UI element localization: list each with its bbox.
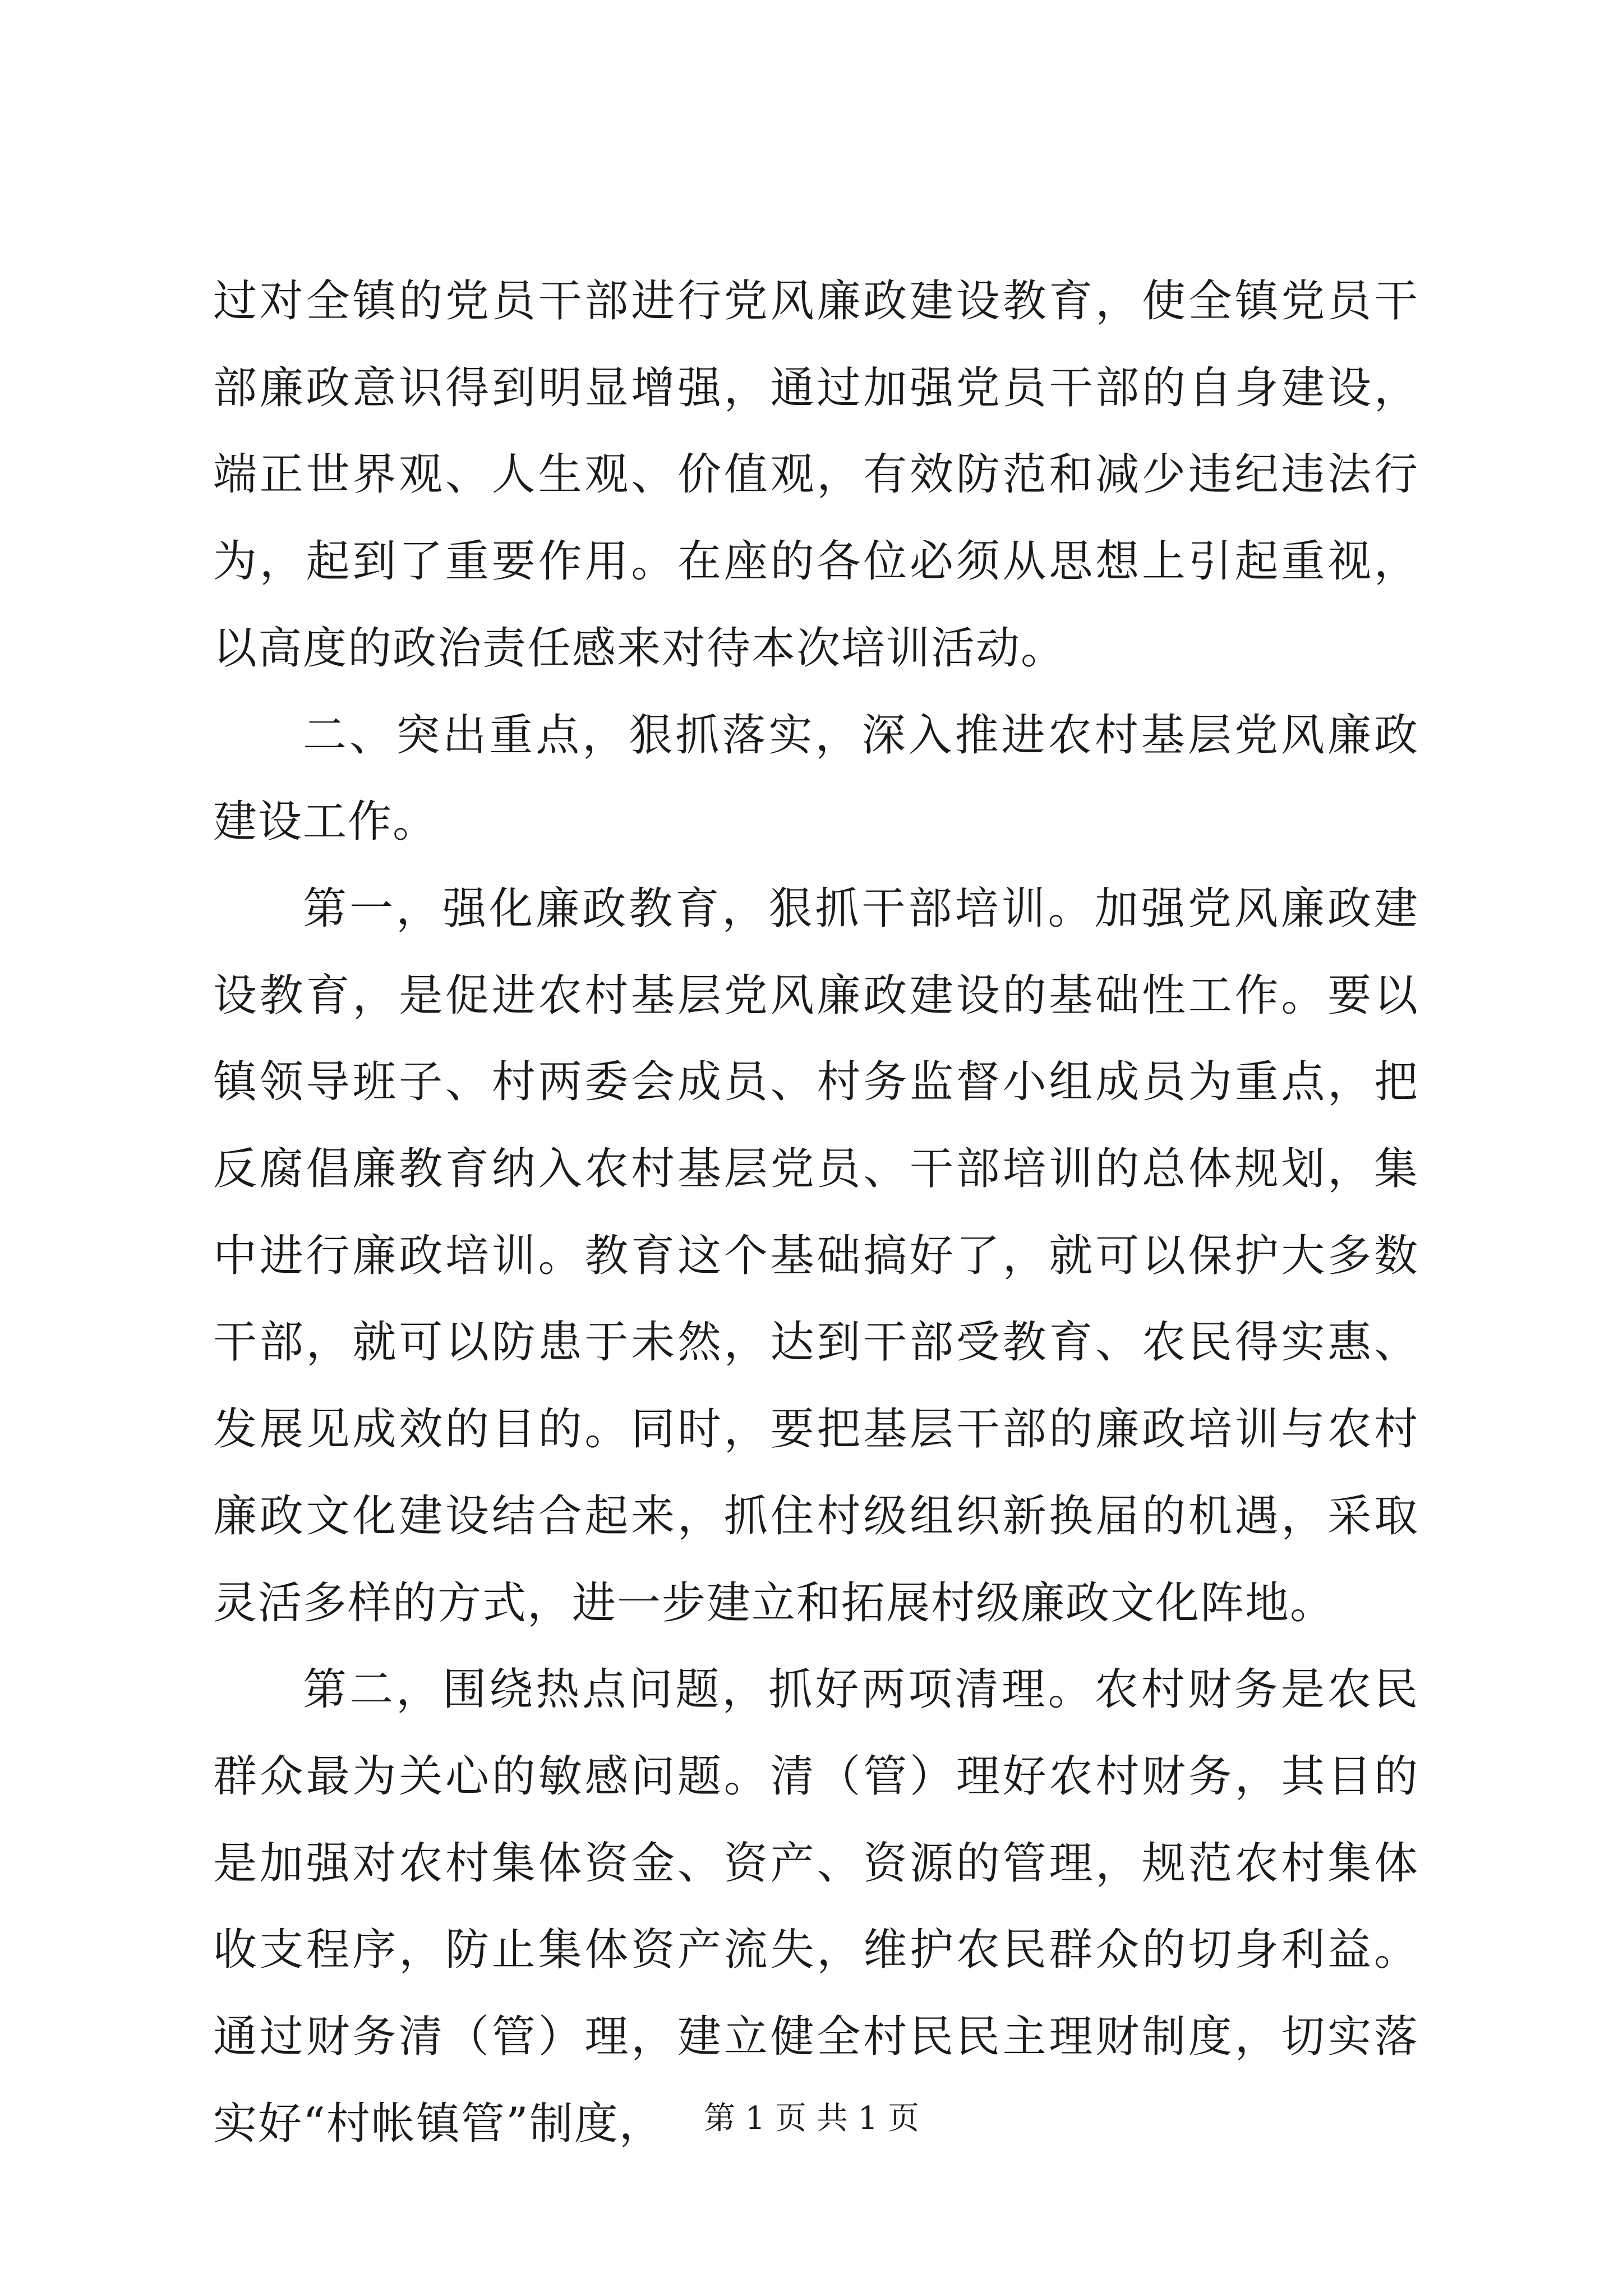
page-number-footer: 第 1 页 共 1 页: [703, 2100, 920, 2137]
paragraph-continuation: 过对全镇的党员干部进行党风廉政建设教育，使全镇党员干部廉政意识得到明显增强，通过加强党员干部的自身建设，端正世界观、人生观、价值观，有效防范和减少违纪违法行为，起到了重要作用。在座的各位必须从思想上引起重视，以高度的政治责任感来对待本次培训活动。: [213, 276, 1419, 674]
section-heading-two: 二、突出重点，狠抓落实，深入推进农村基层党风廉政建设工作。: [213, 710, 1419, 848]
body-text: [213, 258, 1419, 2167]
paragraph-point-two: 第二，围绕热点问题，抓好两项清理。农村财务是农民群众最为关心的敏感问题。清（管）理好农村财务，其目的是加强对农村集体资金、资产、资源的管理，规范农村集体收支程序，防止集体资产流失，维护农民群众的切身利益。通过财务清（管）理，建立健全村民民主理财制度，切实落实好“村帐镇管”制度，: [213, 1664, 1419, 2149]
paragraph-point-one: 第一，强化廉政教育，狠抓干部培训。加强党风廉政建设教育，是促进农村基层党风廉政建设的基础性工作。要以镇领导班子、村两委会成员、村务监督小组成员为重点，把反腐倡廉教育纳入农村基层党员、干部培训的总体规划，集中进行廉政培训。教育这个基础搞好了，就可以保护大多数干部，就可以防患于未然，达到干部受教育、农民得实惠、发展见成效的目的。同时，要把基层干部的廉政培训与农村廉政文化建设结合起来，抓住村级组织新换届的机遇，采取灵活多样的方式，进一步建立和拓展村级廉政文化阵地。: [213, 883, 1419, 1628]
